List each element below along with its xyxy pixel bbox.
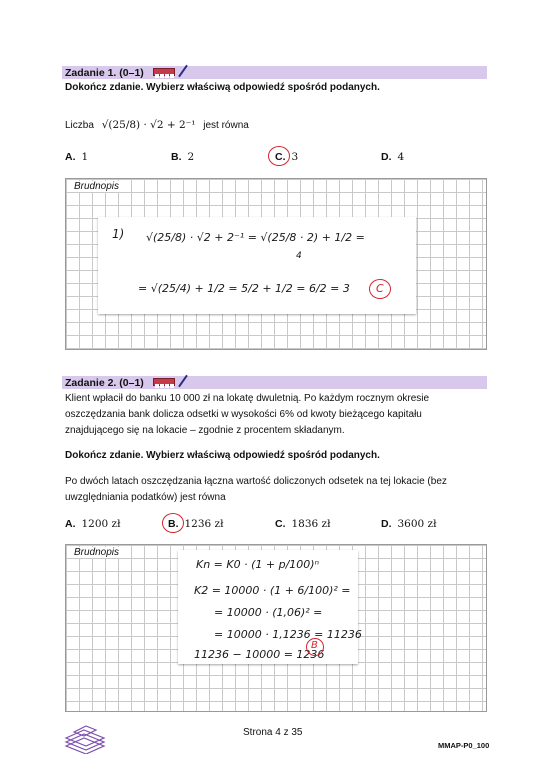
work-line-1: Kn = K0 · (1 + p/100)ⁿ [196,558,319,571]
work-line-3: = 10000 · (1,06)² = [214,606,323,619]
task2-text-line: oszczędzania bank dolicza odsetki w wysokości 6% od kwoty bieżącego kapitału [65,409,422,420]
work-line-1-sub: 4 [296,251,302,261]
task1-option-b[interactable] [171,151,194,163]
score-badge-icon [153,68,175,76]
page-number: Strona 4 z 35 [243,727,303,738]
task2-instruction: Dokończ zdanie. Wybierz właściwą odpowiedź spośród podanych. [65,450,380,461]
task1-instruction: Dokończ zdanie. Wybierz właściwą odpowiedź spośród podanych. [65,82,380,93]
work-line-1: √(25/8) · √2 + 2⁻¹ = √(25/8 · 2) + 1/2 = [146,231,365,244]
stem-suffix: jest równa [203,120,249,131]
work-line-2: = √(25/4) + 1/2 = 5/2 + 1/2 = 6/2 = 3 [138,282,350,295]
work-answer-mark: C [376,282,384,295]
pen-icon [178,65,188,78]
task2-option-d[interactable] [381,518,437,530]
stem-prefix: Liczba [65,120,94,131]
option-value: 1236 zł [184,518,224,530]
score-badge-icon [153,378,175,386]
option-letter: A. [65,151,76,163]
work-line-5: 11236 − 10000 = 1236 [194,648,325,661]
option-letter: D. [381,151,392,163]
task2-text-line: Klient wpłacił do banku 10 000 zł na lokatę dwuletnią. Po każdym rocznym okresie [65,393,430,404]
option-value: 1200 zł [81,518,121,530]
option-value: 3600 zł [397,518,437,530]
task1-option-a[interactable] [65,151,88,163]
work-line-label: 1) [112,227,125,241]
option-letter: B. [171,151,182,163]
task2-question-line: Po dwóch latach oszczędzania łączna wartość doliczonych odsetek na tej lokacie (bez [65,476,447,487]
cke-logo-icon [62,718,108,754]
work-answer-mark: B [311,640,318,651]
option-letter: C. [275,151,286,163]
selected-answer-circle [162,513,184,533]
option-letter: B. [168,518,179,530]
task2-option-a[interactable] [65,518,121,530]
task2-option-c[interactable] [275,518,331,530]
option-letter: D. [381,518,392,530]
task2-header-text: Zadanie 2. (0–1) [65,376,144,389]
option-value: 1 [81,151,89,163]
option-value: 1836 zł [291,518,331,530]
pen-icon [178,375,188,388]
task2-text [65,391,429,439]
option-value: 4 [397,151,405,163]
task1-header-text: Zadanie 1. (0–1) [65,66,144,79]
draft-label: Brudnopis [74,181,120,192]
draft-label: Brudnopis [74,547,120,558]
option-value: 3 [291,151,299,163]
stem-expression: √(25/8) · √2 + 2⁻¹ [101,119,196,131]
task1-work-sheet [98,217,416,314]
task2-header [62,376,487,389]
task1-stem [65,117,249,134]
task2-question [65,474,447,506]
option-letter: C. [275,518,286,530]
option-value: 2 [187,151,195,163]
task1-option-d[interactable] [381,151,404,163]
task2-work-sheet [178,550,362,664]
exam-code: MMAP-P0_100 [438,741,490,750]
task2-text-line: znajdującego się na lokacie – zgodnie z procentem składanym. [65,425,345,436]
work-line-2: K2 = 10000 · (1 + 6/100)² = [194,584,351,597]
task1-header [62,66,487,79]
selected-answer-circle [268,146,290,166]
task2-question-line: uwzględniania podatków) jest równa [65,492,226,503]
work-line-4: = 10000 · 1,1236 = 11236 [214,628,362,641]
option-letter: A. [65,518,76,530]
